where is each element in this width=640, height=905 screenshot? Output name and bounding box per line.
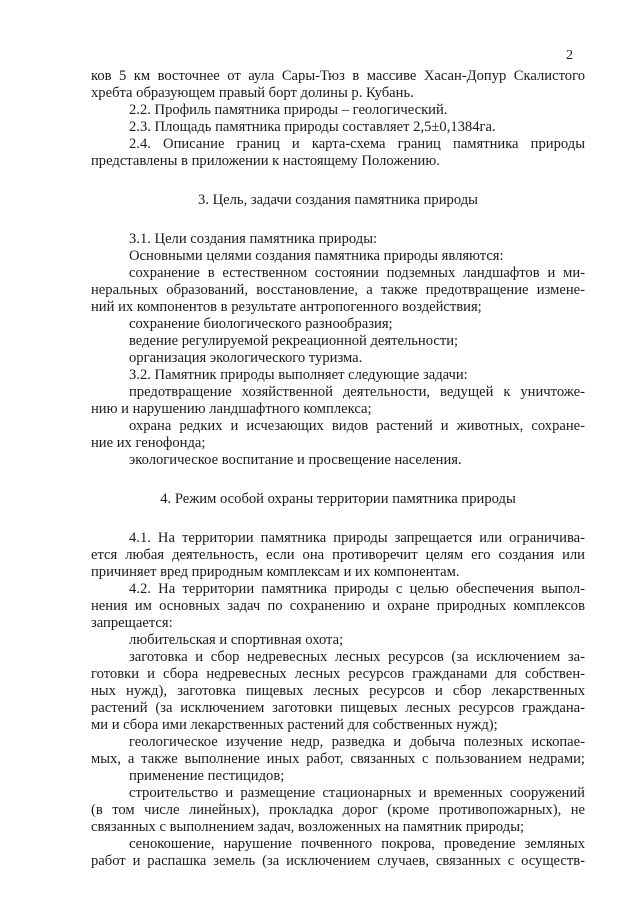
paragraph-line: ведение регулируемой рекреационной деятельности;	[129, 333, 459, 349]
paragraph-line: 3.2. Памятник природы выполняет следующие задачи:	[129, 367, 468, 383]
paragraph-line: растений (за исключением заготовки пищевых лесных ресурсов граждана-	[91, 700, 585, 716]
paragraph-line: 2.2. Профиль памятника природы – геологический.	[129, 102, 448, 118]
paragraph-line: 3.1. Цели создания памятника природы:	[129, 231, 378, 247]
paragraph-line: связанных с выполнением задач, возложенных на памятник природы;	[91, 819, 525, 835]
paragraph-line: (в том числе линейных), прокладка дорог (кроме противопожарных), не	[91, 802, 585, 818]
paragraph-line: хребта образующем правый борт долины р. Кубань.	[91, 85, 414, 101]
paragraph-line: заготовка и сбор недревесных лесных ресурсов (за исключением за-	[129, 649, 585, 665]
paragraph-line: ков 5 км восточнее от аула Сары-Тюз в массиве Хасан-Допур Скалистого	[91, 68, 585, 84]
paragraph-line: ний их компонентов в результате антропогенного воздействия;	[91, 299, 482, 315]
paragraph-line: 4.1. На территории памятника природы запрещается или ограничива-	[129, 530, 585, 546]
paragraph-line: экологическое воспитание и просвещение населения.	[129, 452, 462, 468]
paragraph-line: запрещается:	[91, 615, 173, 631]
paragraph-line: представлены в приложении к настоящему Положению.	[91, 153, 440, 169]
paragraph-line: любительская и спортивная охота;	[129, 632, 344, 648]
document-body	[91, 68, 585, 870]
paragraph-line: ми и сбора ими лекарственных растений для собственных нужд);	[91, 717, 498, 733]
paragraph-line: нию и нарушению ландшафтного комплекса;	[91, 401, 372, 417]
paragraph-line: ных нужд), заготовка пищевых лесных ресурсов и сбор лекарственных	[91, 683, 585, 699]
paragraph-line: работ и распашка земель (за исключением случаев, связанных с осуществ-	[91, 853, 585, 869]
paragraph-line: организация экологического туризма.	[129, 350, 363, 366]
paragraph-line: ется любая деятельность, если она противоречит целям его создания или	[91, 547, 585, 563]
paragraph-line: сохранение биологического разнообразия;	[129, 316, 393, 332]
paragraph-line: ние их генофонда;	[91, 435, 206, 451]
page-number: 2	[566, 48, 573, 63]
paragraph-line: применение пестицидов;	[129, 768, 285, 784]
paragraph-line: неральных образований, восстановление, а также предотвращение измене-	[91, 282, 585, 298]
paragraph-line: готовки и сбора недревесных лесных ресурсов гражданами для собствен-	[91, 666, 585, 682]
paragraph-line: сенокошение, нарушение почвенного покрова, проведение земляных	[129, 836, 585, 852]
paragraph-line: геологическое изучение недр, разведка и добыча полезных ископае-	[129, 734, 585, 750]
section-heading: 3. Цель, задачи создания памятника природы	[198, 192, 478, 208]
paragraph-line: 2.3. Площадь памятника природы составляет 2,5±0,1384га.	[129, 119, 496, 135]
paragraph-line: строительство и размещение стационарных и временных сооружений	[129, 785, 585, 801]
paragraph-line: предотвращение хозяйственной деятельности, ведущей к уничтоже-	[129, 384, 585, 400]
paragraph-line: 2.4. Описание границ и карта-схема границ памятника природы	[129, 136, 585, 152]
paragraph-line: 4.2. На территории памятника природы с целью обеспечения выпол-	[129, 581, 585, 597]
paragraph-line: Основными целями создания памятника природы являются:	[129, 248, 504, 264]
paragraph-line: охрана редких и исчезающих видов растений и животных, сохране-	[129, 418, 585, 434]
paragraph-line: нения им основных задач по сохранению и охране природных комплексов	[91, 598, 585, 614]
paragraph-line: причиняет вред природным комплексам и их компонентам.	[91, 564, 460, 580]
paragraph-line: мых, а также выполнение иных работ, связанных с пользованием недрами;	[91, 751, 585, 767]
section-heading: 4. Режим особой охраны территории памятника природы	[160, 491, 516, 507]
paragraph-line: сохранение в естественном состоянии подземных ландшафтов и ми-	[129, 265, 585, 281]
